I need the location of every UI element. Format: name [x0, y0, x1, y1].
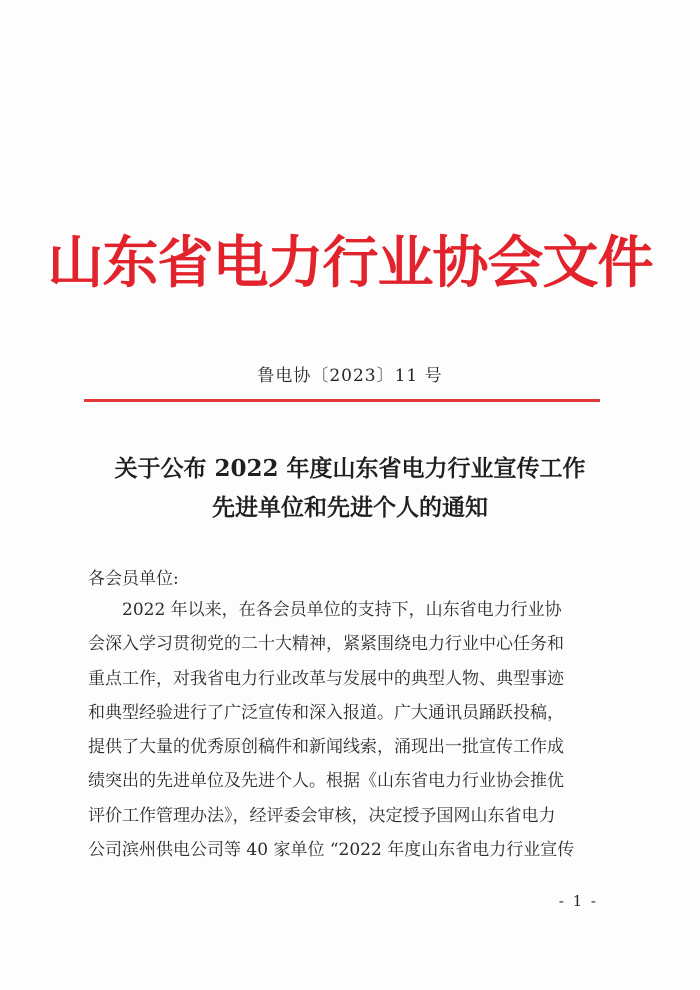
- body-line: 重点工作，对我省电力行业改革与发展中的典型人物、典型事迹: [88, 668, 564, 689]
- masthead-title: 山东省电力行业协会文件: [47, 231, 653, 296]
- body-line: 评价工作管理办法》，经评委会审核，决定授予国网山东省电力: [88, 805, 556, 826]
- body-line: 和典型经验进行了广泛宣传和深入报道。广大通讯员踊跃投稿，: [88, 702, 564, 723]
- body-line: 提供了大量的优秀原创稿件和新闻线索，涌现出一批宣传工作成: [88, 737, 564, 758]
- page-number: - 1 -: [558, 892, 598, 910]
- body-line: 会深入学习贯彻党的二十大精神，紧紧围绕电力行业中心任务和: [88, 634, 564, 655]
- notice-title-line-2: 先进单位和先进个人的通知: [212, 494, 488, 521]
- body-paragraph: [88, 598, 608, 872]
- salutation: 各会员单位:: [88, 569, 179, 589]
- body-line: 2022 年以来，在各会员单位的支持下，山东省电力行业协: [122, 600, 562, 620]
- body-line: 绩突出的先进单位及先进个人。根据《山东省电力行业协会推优: [88, 771, 564, 792]
- red-divider-line: [84, 399, 600, 402]
- document-number: 鲁电协〔2023〕11 号: [257, 366, 443, 386]
- notice-title-line-1: 关于公布 2022 年度山东省电力行业宣传工作: [114, 455, 586, 482]
- body-line: 公司滨州供电公司等 40 家单位 “2022 年度山东省电力行业宣传: [88, 840, 575, 861]
